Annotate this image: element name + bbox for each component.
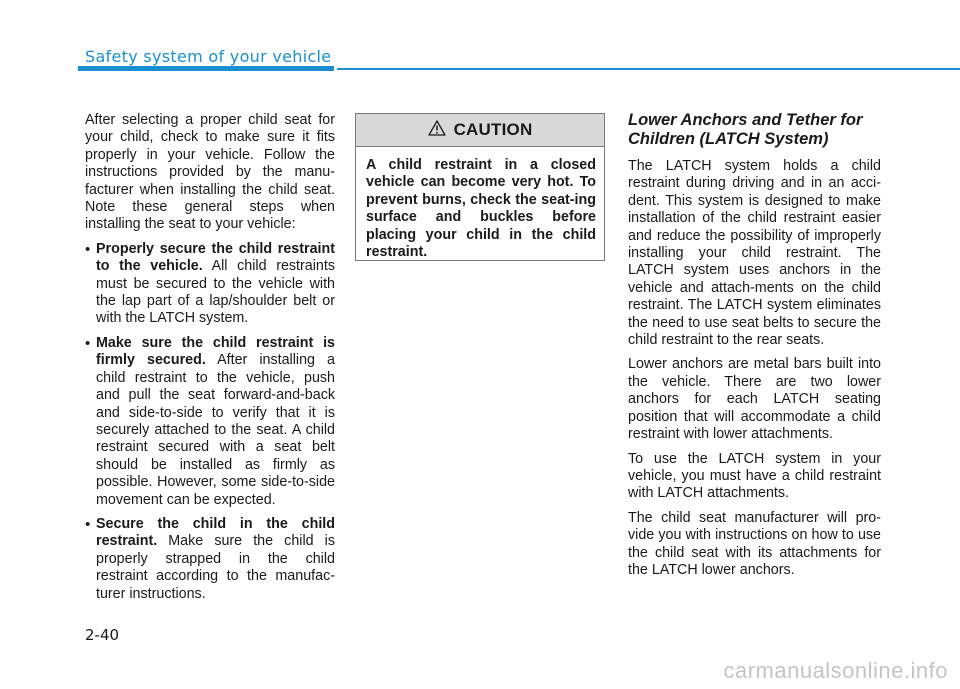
- header-rule-thin: [337, 68, 960, 70]
- caution-title: CAUTION: [453, 120, 533, 139]
- body-paragraph: To use the LATCH system in your vehicle, you must have a child restraint with LATCH attachments.: [628, 450, 881, 502]
- list-item: [85, 241, 335, 328]
- section-heading: Lower Anchors and Tether for Children (LATCH System): [628, 111, 863, 148]
- bullet-bold-text: Make sure the child restraint is firmly secured.: [96, 334, 335, 369]
- body-paragraph: Lower anchors are metal bars built into the vehicle. There are two lower anchors for each LATCH seating position that will accommodate a child restraint with lower attachments.: [628, 356, 881, 443]
- bullet-text: After installing a child restraint to the vehicle, push and pull the seat forward-and-back and side-to-side to verify that it is securely attached to the seat. A child restraint secured with a seat belt should be installed as firmly as possible. However, some side-to-side movement can be expected.: [96, 352, 335, 508]
- bullet-text: All child restraints must be secured to the vehicle with the lap part of a lap/shoulder belt or with the LATCH system.: [96, 258, 335, 327]
- caution-box: [355, 113, 605, 261]
- watermark: carmanualsonline.info: [723, 658, 948, 683]
- left-column: [85, 112, 335, 610]
- list-item: [85, 335, 335, 509]
- intro-paragraph: After selecting a proper child seat for your child, check to make sure it fits properly in your vehicle. Follow the instructions provided by the manu-facturer when installing the child seat. Note these general steps when installing the seat to your vehicle:: [85, 112, 335, 233]
- bullet-bold-text: Properly secure the child restraint to the vehicle.: [96, 240, 335, 275]
- list-item: [85, 516, 335, 603]
- body-paragraph: The child seat manufacturer will pro-vide you with instructions on how to use the child seat with its attachments for the LATCH lower anchors.: [628, 509, 881, 578]
- steps-list: [85, 241, 335, 603]
- caution-header: [356, 114, 604, 147]
- right-column: [628, 111, 881, 586]
- section-header-title: Safety system of your vehicle: [85, 47, 332, 66]
- header-rule-thick: [78, 66, 334, 71]
- body-paragraph: The LATCH system holds a child restraint during driving and in an acci-dent. This system is designed to make installation of the child restraint easier and reduce the possibility of improperly installing your child restraint. The LATCH system uses anchors in the vehicle and attach-ments on the child restraint. The LATCH system eliminates the need to use seat belts to secure the child restraint to the rear seats.: [628, 158, 881, 349]
- bullet-bold-text: Secure the child in the child restraint.: [96, 515, 335, 550]
- warning-triangle-icon: [428, 120, 446, 141]
- caution-body: A child restraint in a closed vehicle can become very hot. To prevent burns, check the seat-ing surface and buckles before placing your child in the child restraint.: [366, 157, 596, 261]
- page-number: 2-40: [85, 626, 120, 644]
- bullet-text: Make sure the child is properly strapped in the child restraint according to the manufac-turer instructions.: [96, 533, 335, 602]
